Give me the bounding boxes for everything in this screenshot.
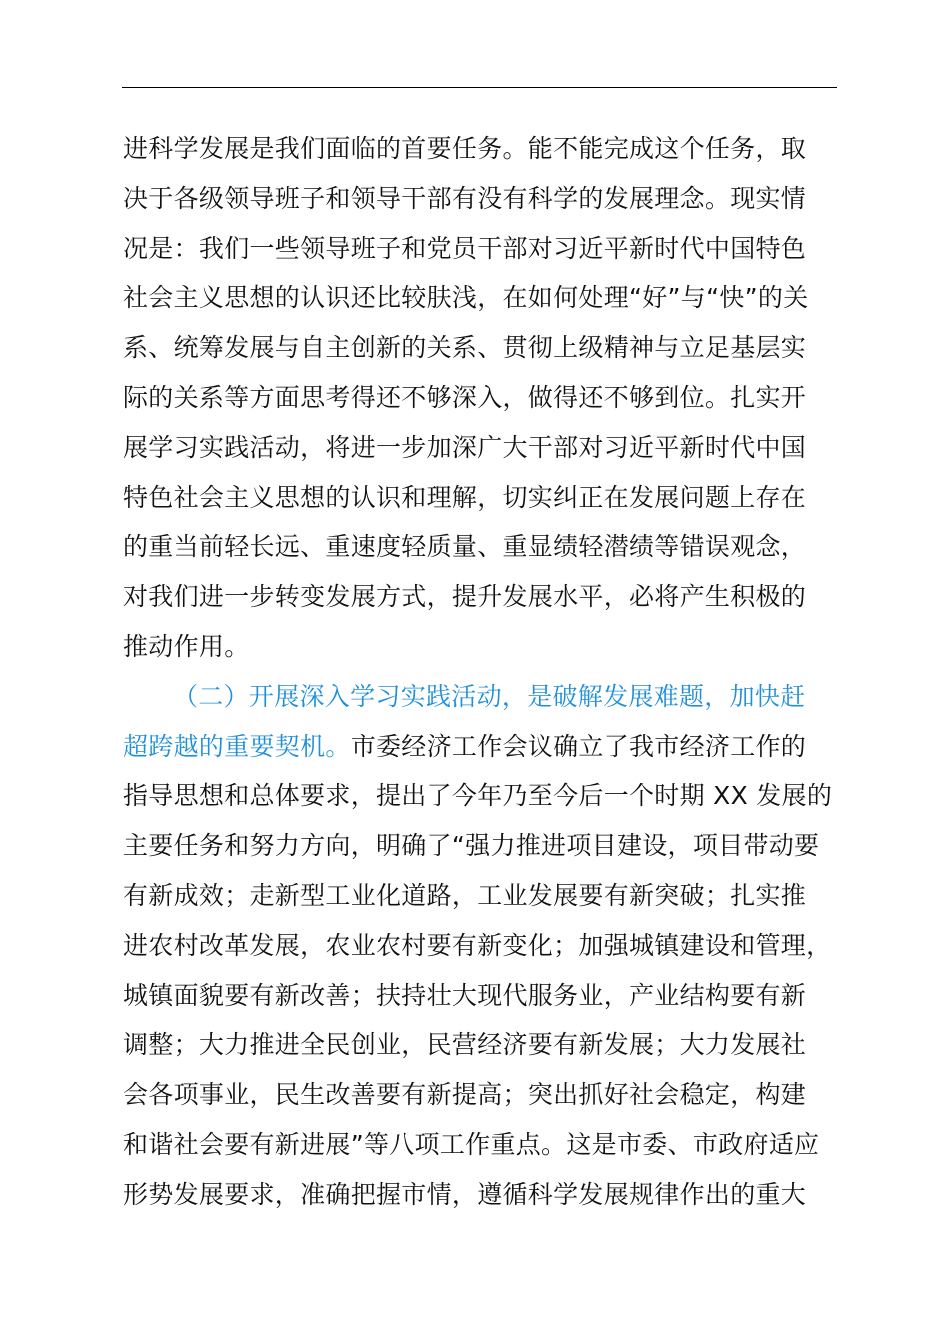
text-line	[123, 373, 839, 423]
body-text	[123, 124, 839, 1220]
paragraph-text: 决于各级领导班子和领导干部有没有科学的发展理念。现实情	[123, 183, 807, 213]
paragraph-text: 对我们进一步转变发展方式，提升发展水平，必将产生积极的	[123, 582, 807, 612]
text-line	[123, 522, 839, 572]
text-line	[123, 323, 839, 373]
text-line	[123, 124, 839, 174]
text-line	[123, 1120, 839, 1170]
text-line	[123, 871, 839, 921]
text-line	[123, 1070, 839, 1120]
text-line	[123, 921, 839, 971]
section-heading-text: 超跨越的重要契机。	[123, 731, 351, 761]
paragraph-text: 进农村改革发展，农业农村要有新变化；加强城镇建设和管理，	[123, 930, 832, 960]
text-line	[123, 473, 839, 523]
paragraph-text: 主要任务和努力方向，明确了“强力推进项目建设，项目带动要	[123, 831, 820, 861]
paragraph-text: 有新成效；走新型工业化道路，工业发展要有新突破；扎实推	[123, 880, 807, 910]
paragraph-text: 调整；大力推进全民创业，民营经济要有新发展；大力发展社	[123, 1030, 807, 1060]
text-line	[123, 423, 839, 473]
paragraph-text: 指导思想和总体要求，提出了今年乃至今后一个时期 XX 发展的	[123, 781, 833, 811]
section-heading-text: （二）开展深入学习实践活动，是破解发展难题，加快赶	[173, 681, 806, 711]
paragraph-text: 社会主义思想的认识还比较肤浅，在如何处理“好”与“快”的关	[123, 283, 809, 313]
paragraph-text: 推动作用。	[123, 631, 250, 661]
paragraph-text: 展学习实践活动，将进一步加深广大干部对习近平新时代中国	[123, 432, 807, 462]
paragraph-text: 市委经济工作会议确立了我市经济工作的	[350, 731, 807, 761]
paragraph-text: 况是：我们一些领导班子和党员干部对习近平新时代中国特色	[123, 233, 807, 263]
paragraph-text: 城镇面貌要有新改善；扶持壮大现代服务业，产业结构要有新	[123, 980, 807, 1010]
text-line	[123, 174, 839, 224]
paragraph-text: 特色社会主义思想的认识和理解，切实纠正在发展问题上存在	[123, 482, 807, 512]
paragraph-text: 进科学发展是我们面临的首要任务。能不能完成这个任务，取	[123, 134, 807, 163]
text-line	[123, 273, 839, 323]
paragraph-text: 系、统筹发展与自主创新的关系、贯彻上级精神与立足基层实	[123, 333, 807, 363]
paragraph-text: 和谐社会要有新进展”等八项工作重点。这是市委、市政府适应	[123, 1129, 820, 1159]
paragraph-text: 会各项事业，民生改善要有新提高；突出抓好社会稳定，构建	[123, 1080, 807, 1110]
text-line	[123, 722, 839, 772]
text-line	[123, 224, 839, 274]
text-line	[123, 622, 839, 672]
text-line	[123, 672, 839, 722]
text-line	[123, 1170, 839, 1220]
text-line	[123, 771, 839, 821]
paragraph-text: 际的关系等方面思考得还不够深入，做得还不够到位。扎实开	[123, 382, 807, 412]
text-line	[123, 971, 839, 1021]
text-line	[123, 572, 839, 622]
paragraph-text: 形势发展要求，准确把握市情，遵循科学发展规律作出的重大	[123, 1179, 807, 1209]
paragraph-text: 的重当前轻长远、重速度轻质量、重显绩轻潜绩等错误观念，	[123, 532, 807, 562]
header-rule	[122, 87, 837, 88]
text-line	[123, 1020, 839, 1070]
text-line	[123, 821, 839, 871]
